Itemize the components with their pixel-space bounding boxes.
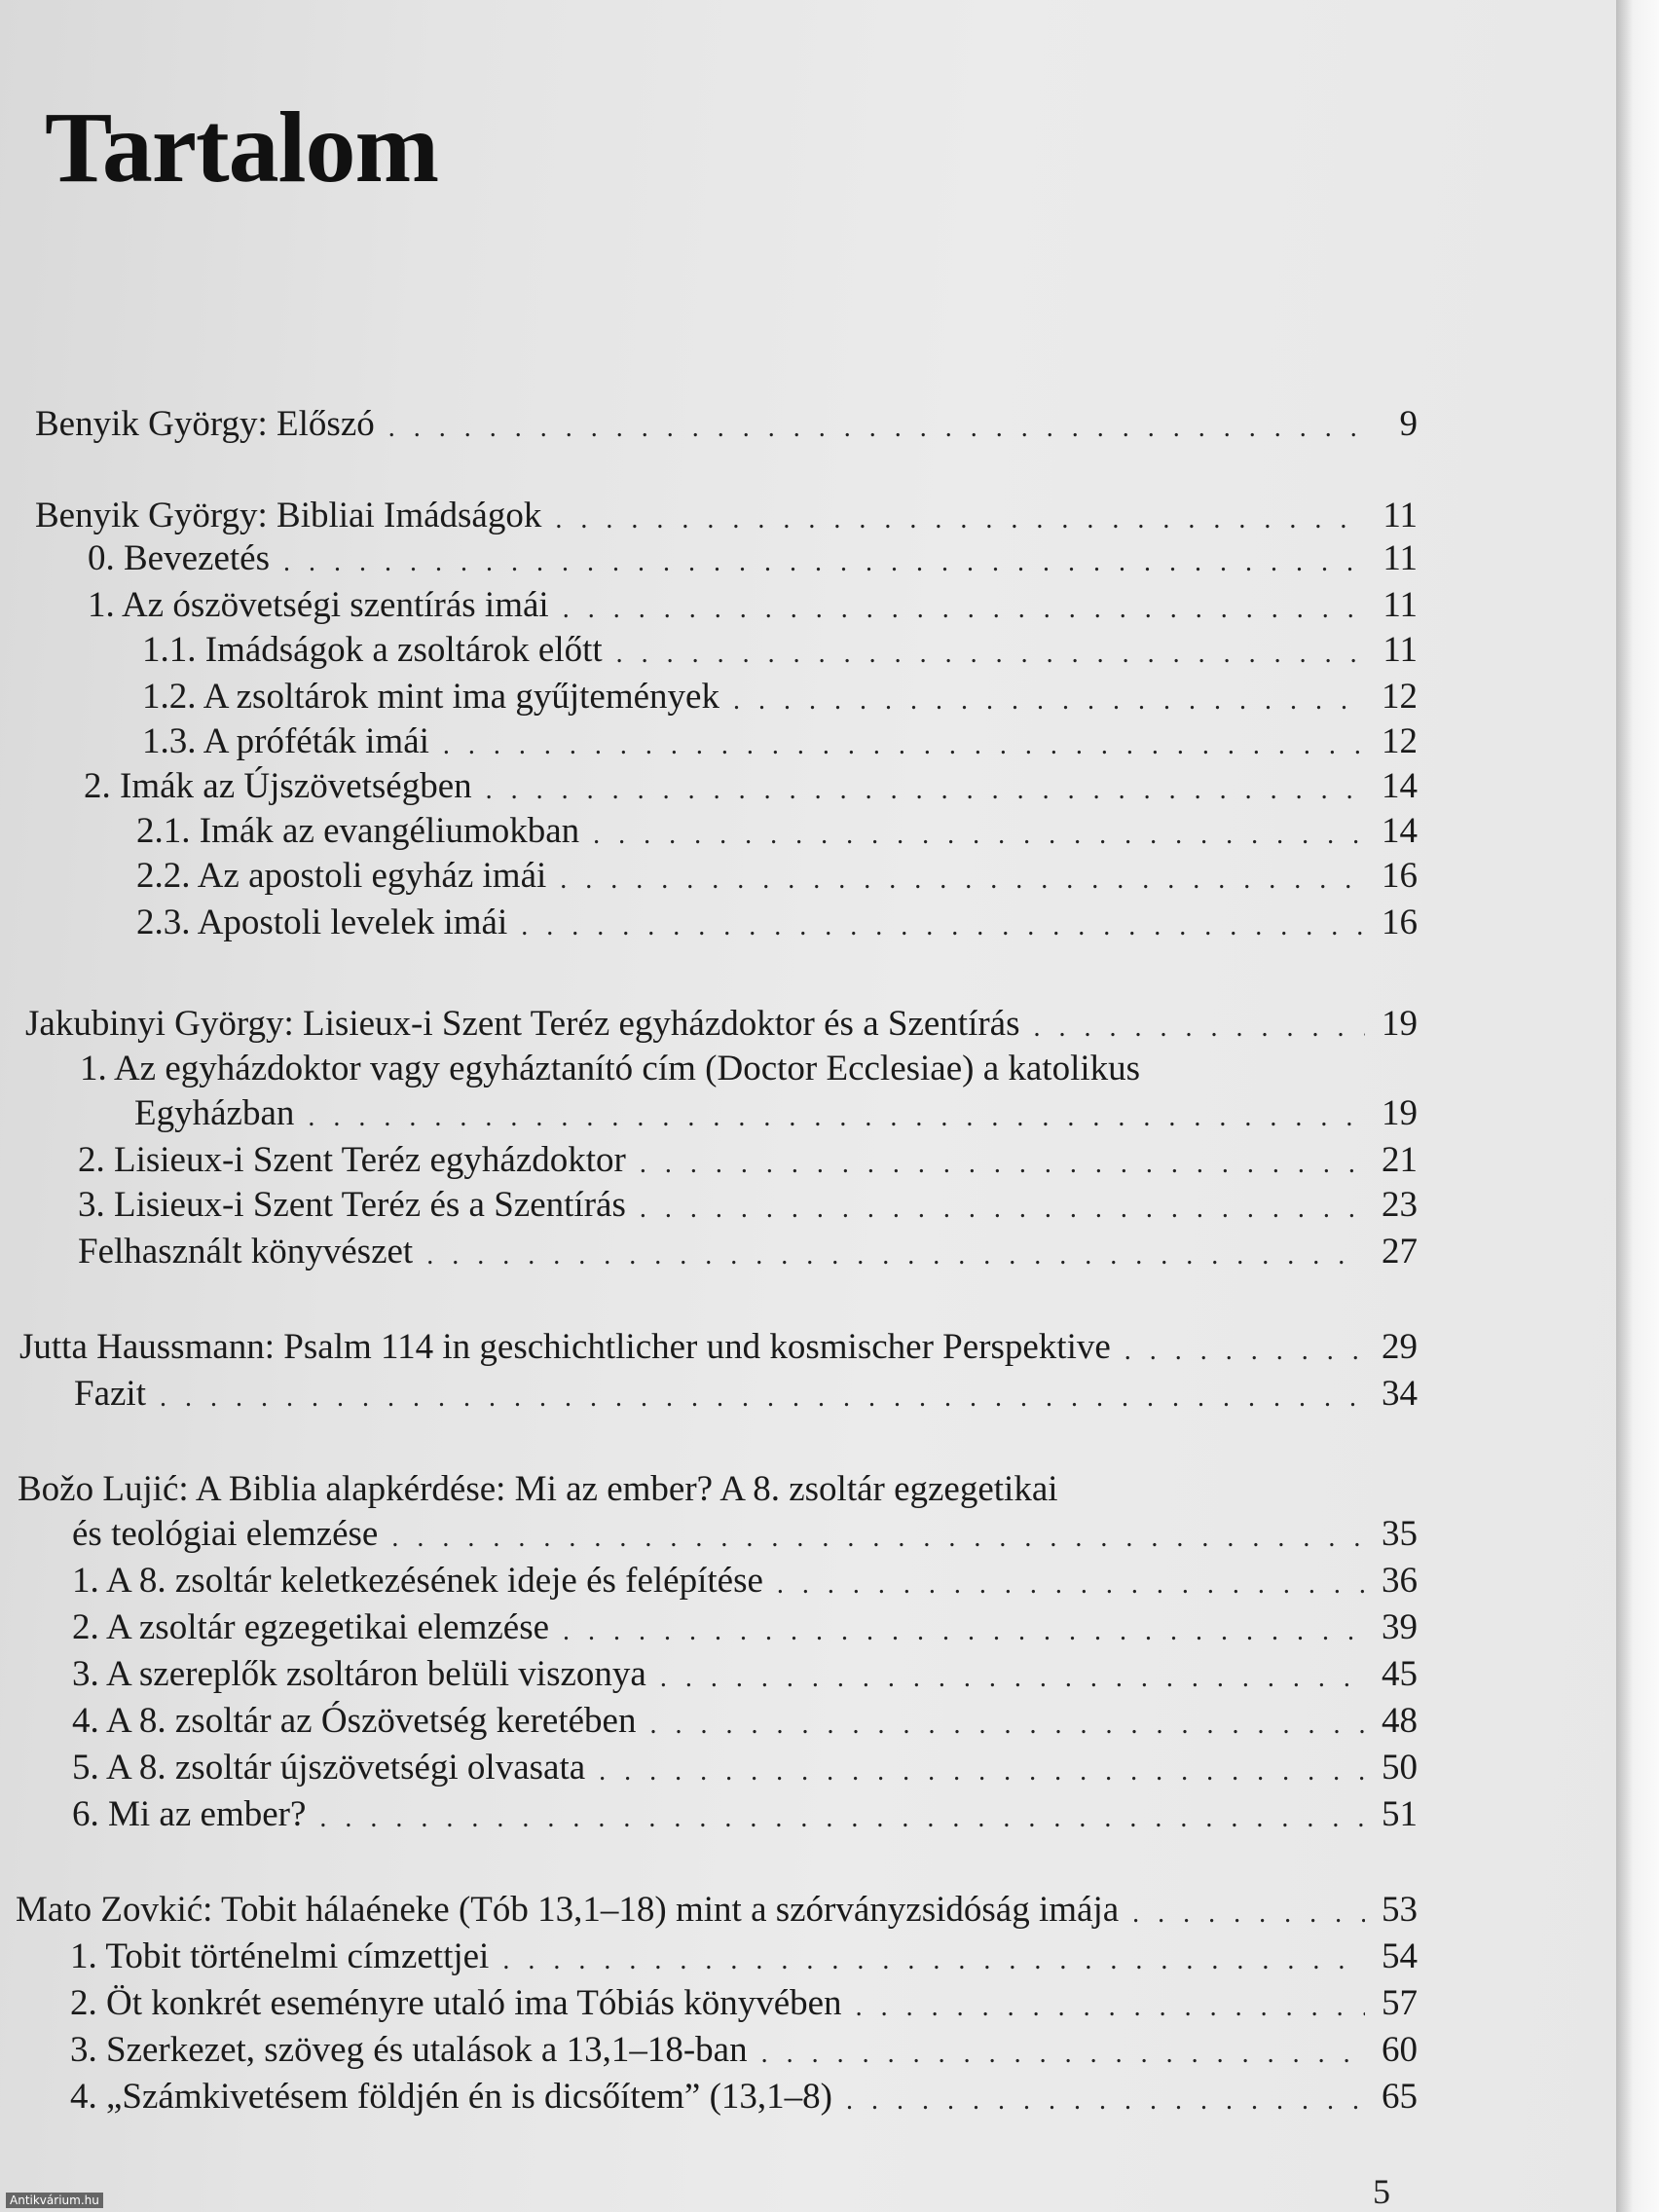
- toc-entry: 3. Szerkezet, szöveg és utalások a 13,1–18-ban . . . 60: [70, 2029, 1418, 2072]
- toc-entry: 3. Lisieux-i Szent Teréz és a Szentírás . . . 23: [78, 1184, 1418, 1227]
- toc-entry: és teológiai elemzése . . . 35: [72, 1513, 1418, 1556]
- toc-entry: Mato Zovkić: Tobit hálaéneke (Tób 13,1–18) mint a szórványzsidóság imája . . . 53: [16, 1889, 1418, 1932]
- toc-entry: 1. Tobit történelmi címzettjei . . . 54: [70, 1936, 1418, 1978]
- page-number: 5: [1373, 2172, 1390, 2211]
- toc-entry: 5. A 8. zsoltár újszövetségi olvasata . . . 50: [72, 1747, 1418, 1789]
- toc-entry: 1.2. A zsoltárok mint ima gyűjtemények . . . 12: [142, 676, 1418, 719]
- watermark: Antikvárium.hu: [6, 2193, 103, 2208]
- toc-entry: 1. Az ószövetségi szentírás imái . . . 11: [88, 584, 1418, 627]
- toc-entry: 2. A zsoltár egzegetikai elemzése . . . 39: [72, 1606, 1418, 1649]
- toc-entry: 2.1. Imák az evangéliumokban . . . 14: [136, 810, 1418, 853]
- page-edge: [1616, 0, 1659, 2212]
- toc-entry: Felhasznált könyvészet . . . 27: [78, 1231, 1418, 1273]
- toc-entry: Jakubinyi György: Lisieux-i Szent Teréz egyházdoktor és a Szentírás . . . 19: [25, 1003, 1418, 1046]
- toc-entry: Egyházban . . . 19: [134, 1092, 1418, 1135]
- toc-entry: Fazit . . . 34: [74, 1373, 1418, 1416]
- toc-entry: 2.3. Apostoli levelek imái . . . 16: [136, 902, 1418, 944]
- toc-entry: Benyik György: Előszó . . . 9: [35, 403, 1418, 446]
- toc-entry: 1. Az egyházdoktor vagy egyháztanító cím (Doctor Ecclesiae) a katolikus: [80, 1049, 1141, 1088]
- toc-entry: 2. Lisieux-i Szent Teréz egyházdoktor . . . 21: [78, 1139, 1418, 1182]
- toc-entry: 4. A 8. zsoltár az Ószövetség keretében . . . 48: [72, 1700, 1418, 1743]
- toc-entry: 1.1. Imádságok a zsoltárok előtt . . . 11: [142, 629, 1418, 672]
- toc-entry: Benyik György: Bibliai Imádságok . . . 11: [35, 495, 1418, 537]
- toc-entry: 1.3. A próféták imái . . . 12: [142, 720, 1418, 763]
- toc-entry: 3. A szereplők zsoltáron belüli viszonya . . . 45: [72, 1653, 1418, 1696]
- toc-entry: Jutta Haussmann: Psalm 114 in geschichtlicher und kosmischer Perspektive . . . 29: [19, 1326, 1418, 1369]
- toc-entry: 2. Imák az Újszövetségben . . . 14: [84, 765, 1418, 808]
- toc-entry: 1. A 8. zsoltár keletkezésének ideje és felépítése . . . 36: [72, 1560, 1418, 1603]
- toc-entry: 6. Mi az ember? . . . 51: [72, 1793, 1418, 1836]
- toc-entry: Božo Lujić: A Biblia alapkérdése: Mi az ember? A 8. zsoltár egzegetikai: [18, 1469, 1058, 1509]
- toc-entry: 0. Bevezetés . . . 11: [88, 537, 1418, 580]
- toc-entry: 2.2. Az apostoli egyház imái . . . 16: [136, 855, 1418, 898]
- page-title: Tartalom: [45, 92, 439, 203]
- toc-entry: 4. „Számkivetésem földjén én is dicsőítem” (13,1–8) . . . 65: [70, 2076, 1418, 2119]
- toc-entry: 2. Öt konkrét eseményre utaló ima Tóbiás könyvében . . . 57: [70, 1982, 1418, 2025]
